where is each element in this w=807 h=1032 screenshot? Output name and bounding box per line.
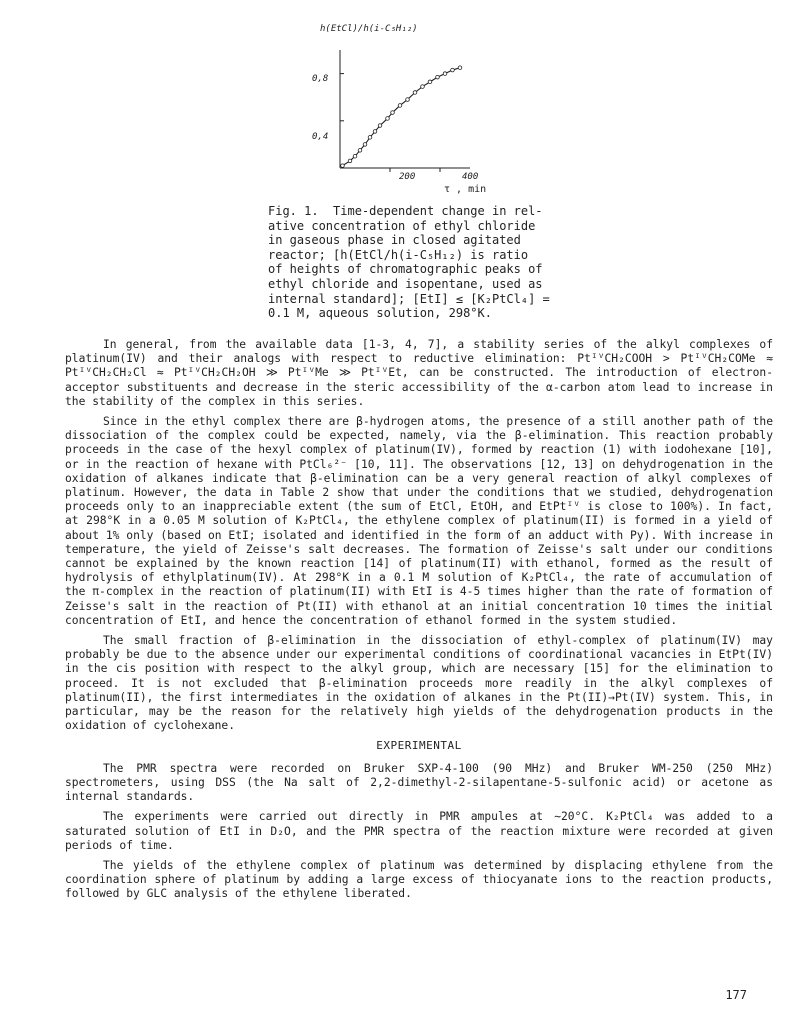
data-point	[443, 72, 447, 76]
paragraph: In general, from the available data [1-3, 4, 7], a stability series of the alkyl complexes of platinum(IV) and their analogs with respect to reductive elimination: PtᴵⱽCH₂COOH > PtᴵⱽCH₂COMe ≈ PtᴵⱽCH₂CH₂Cl ≈ PtᴵⱽCH₂CH₂OH ≫ PtᴵⱽMe ≫ PtᴵⱽEt, can be constructed. The introduction of electron-acceptor substituents and decrease in the steric accessibility of the α-carbon atom lead to increase in the stability of the complex in this series.	[65, 338, 773, 408]
data-point	[406, 98, 410, 102]
data-point	[378, 124, 382, 128]
paragraph: The small fraction of β-elimination in the dissociation of ethyl-complex of platinum(IV) may probably be due to the absence under our experimental conditions of coordinational vacancies in EtPt(IV) in the cis position with respect to the alkyl group, which are necessary [15] for the elimination to proceed. It is not excluded that β-elimination proceeds more readily in the alkyl complexes of platinum(II), the first intermediates in the oxidation of alkanes in the Pt(II)→Pt(IV) system. This, in particular, may be the reason for the relatively high yields of the dehydrogenation products in the oxidation of cyclohexane.	[65, 634, 773, 733]
data-point	[363, 143, 367, 147]
data-point	[353, 154, 357, 158]
y-axis-label: h(EtCl)/h(i-C₅H₁₂)	[320, 24, 418, 34]
data-point	[451, 68, 455, 72]
x-tick-label: 200	[399, 172, 416, 182]
paragraph: The experiments were carried out directly in PMR ampules at ∼20°C. K₂PtCl₄ was added to a saturated solution of EtI in D₂O, and the PMR spectra of the reaction mixture were recorded at given periods of time.	[65, 810, 773, 852]
data-point	[436, 75, 440, 79]
y-tick-label: 0,4	[312, 132, 329, 142]
figure-caption: Fig. 1. Time-dependent change in rel- ative concentration of ethyl chloride in gaseous phase in closed agitated reactor; [h(EtCl/h(i-C₅H₁₂) is ratio of heights of chromatographic peaks of ethyl chloride and isopentane, used as internal standard]; [EtI] ≤ [K₂PtCl₄] = 0.1 M, aqueous solution, 298°K.	[268, 204, 550, 321]
page-number: 177	[725, 988, 747, 1002]
data-point	[386, 117, 390, 121]
paragraph: Since in the ethyl complex there are β-hydrogen atoms, the presence of a still another path of the dissociation of the complex could be expected, namely, via the β-elimination. This reaction probably proceeds in the case of the hexyl complex of platinum(IV), formed by reaction (1) with iodohexane [10], or in the reaction of hexane with PtCl₆²⁻ [10, 11]. The observations [12, 13] on dehydrogenation in the oxidation of alkanes indicate that β-elimination can be a very general reaction of alkyl complexes of platinum. However, the data in Table 2 show that under the conditions that we studied, dehydrogenation proceeds only to an inappreciable extent (the sum of EtCl, EtOH, and EtPtᴵⱽ is close to 100%). In fact, at 298°K in a 0.05 M solution of K₂PtCl₄, the ethylene complex of platinum(II) is formed in a yield of about 1% only (based on EtI; isolated and identified in the form of an adduct with Py). With increase in temperature, the yield of Zeisse's salt decreases. The formation of Zeisse's salt under our conditions cannot be explained by the known reaction [14] of platinum(II) with ethanol, formed as the result of hydrolysis of ethylplatinum(IV). At 298°K in a 0.1 M solution of K₂PtCl₄, the rate of accumulation of the π-complex in the reaction of platinum(II) with EtI is 4-5 times higher than the rate of formation of Zeisse's salt in the reaction of Pt(II) with ethanol at an initial concentration 10 times the initial concentration of EtI, and hence the concentration of ethanol formed in the system studied.	[65, 415, 773, 627]
data-point	[413, 91, 417, 95]
data-point	[341, 164, 345, 168]
data-point	[358, 149, 362, 153]
y-tick-label: 0,8	[312, 74, 329, 84]
data-point	[458, 66, 462, 70]
x-tick-label: 400	[462, 172, 479, 182]
paragraph: The PMR spectra were recorded on Bruker SXP-4-100 (90 MHz) and Bruker WM-250 (250 MHz) spectrometers, using DSS (the Na salt of 2,2-dimethyl-2-silapentane-5-sulfonic acid) or acetone as internal standards.	[65, 761, 773, 804]
data-point	[348, 159, 352, 163]
body-text	[65, 338, 773, 908]
figure	[300, 22, 500, 202]
paragraph: The yields of the ethylene complex of platinum was determined by displacing ethylene from the coordination sphere of platinum by adding a large excess of thiocyanate ions to the reaction products, followed by GLC analysis of the ethylene liberated.	[65, 858, 773, 901]
data-point	[398, 104, 402, 108]
data-point	[373, 130, 377, 134]
section-heading: EXPERIMENTAL	[376, 739, 462, 753]
data-point	[428, 80, 432, 84]
x-axis-label: τ , min	[444, 184, 487, 195]
data-point	[421, 85, 425, 89]
data-point	[391, 111, 395, 115]
data-point	[368, 136, 372, 140]
plot-area	[300, 22, 500, 202]
